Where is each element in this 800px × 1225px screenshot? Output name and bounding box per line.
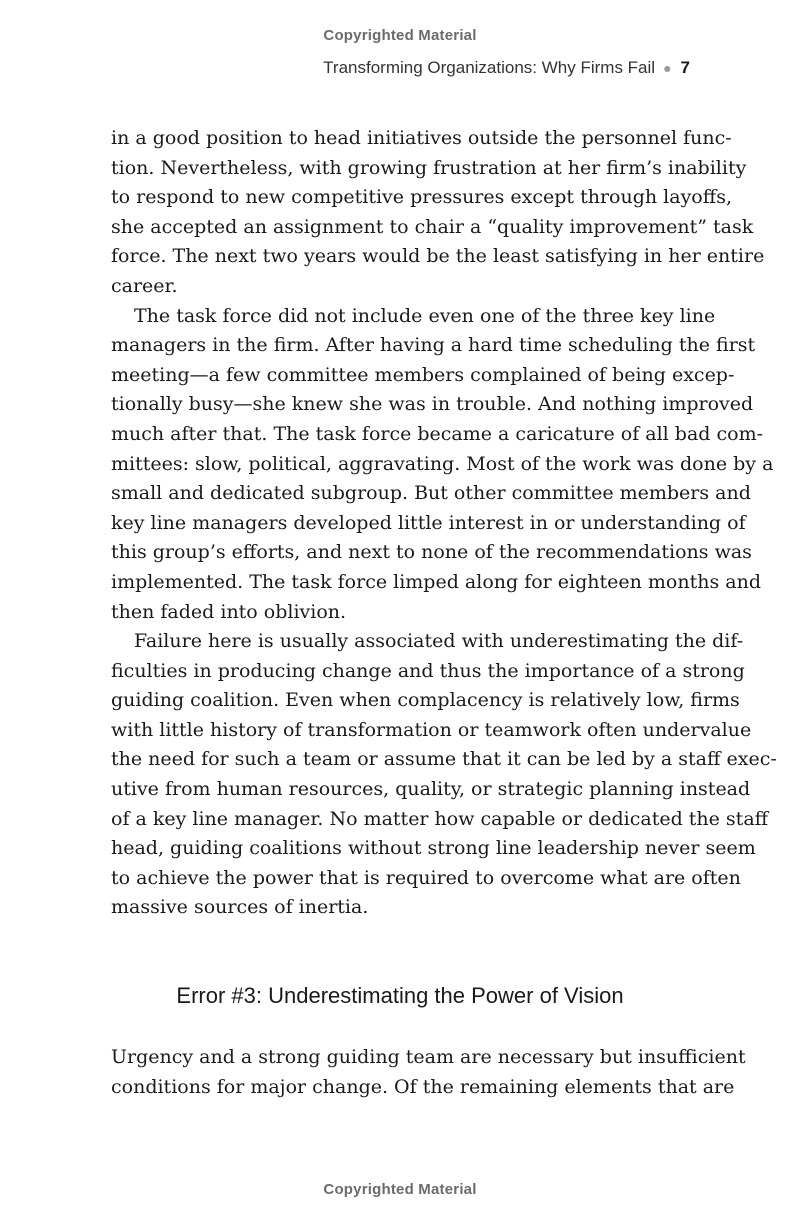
text-line: guiding coalition. Even when complacency is relatively low, firms xyxy=(111,689,740,712)
paragraph-4 xyxy=(111,1043,746,1102)
section-heading: Error #3: Underestimating the Power of Vision xyxy=(176,983,624,1008)
copyright-watermark-bottom: Copyrighted Material xyxy=(323,1181,477,1198)
text-line: ficulties in producing change and thus the importance of a strong xyxy=(111,659,745,682)
text-line: head, guiding coalitions without strong line leadership never seem xyxy=(111,837,756,860)
text-line: managers in the firm. After having a hard time scheduling the first xyxy=(111,334,756,357)
text-line: tionally busy—she knew she was in trouble. And nothing improved xyxy=(111,393,754,416)
text-line: The task force did not include even one of the three key line xyxy=(134,304,716,327)
text-line: then faded into oblivion. xyxy=(111,600,347,623)
text-line: small and dedicated subgroup. But other committee members and xyxy=(111,482,751,505)
paragraph-1 xyxy=(111,124,765,302)
text-line: Urgency and a strong guiding team are necessary but insufficient xyxy=(111,1046,746,1068)
text-line: she accepted an assignment to chair a “quality improvement” task xyxy=(111,215,754,238)
copyright-watermark-top: Copyrighted Material xyxy=(323,27,477,44)
text-line: career. xyxy=(111,274,178,297)
text-line: mittees: slow, political, aggravating. Most of the work was done by a xyxy=(111,452,774,475)
text-line: to respond to new competitive pressures except through layoffs, xyxy=(111,186,733,209)
bullet-separator-icon: ● xyxy=(663,60,672,76)
text-line: massive sources of inertia. xyxy=(111,896,369,919)
section-body-text xyxy=(111,1043,746,1102)
text-line: Failure here is usually associated with underestimating the dif- xyxy=(134,630,744,653)
text-line: with little history of transformation or teamwork often undervalue xyxy=(111,718,752,741)
text-line: implemented. The task force limped along for eighteen months and xyxy=(111,570,761,593)
text-line: key line managers developed little interest in or understanding of xyxy=(111,511,746,534)
text-line: the need for such a team or assume that it can be led by a staff exec- xyxy=(111,748,777,771)
text-line: this group’s efforts, and next to none of the recommendations was xyxy=(111,541,752,564)
text-line: in a good position to head initiatives outside the personnel func- xyxy=(111,127,732,149)
running-head xyxy=(323,58,690,78)
running-head-title: Transforming Organizations: Why Firms Fail xyxy=(323,58,656,77)
text-line: much after that. The task force became a caricature of all bad com- xyxy=(111,422,764,445)
text-line: to achieve the power that is required to overcome what are often xyxy=(111,866,741,889)
text-line: meeting—a few committee members complained of being excep- xyxy=(111,363,735,386)
body-text xyxy=(111,124,777,923)
text-line: tion. Nevertheless, with growing frustration at her firm’s inability xyxy=(111,156,747,179)
page-number: 7 xyxy=(680,58,690,77)
text-line: of a key line manager. No matter how capable or dedicated the staff xyxy=(111,807,769,830)
paragraph-3 xyxy=(111,627,777,923)
text-line: conditions for major change. Of the remaining elements that are xyxy=(111,1075,735,1098)
text-line: force. The next two years would be the least satisfying in her entire xyxy=(111,245,765,268)
text-line: utive from human resources, quality, or strategic planning instead xyxy=(111,778,751,801)
paragraph-2 xyxy=(111,302,774,628)
